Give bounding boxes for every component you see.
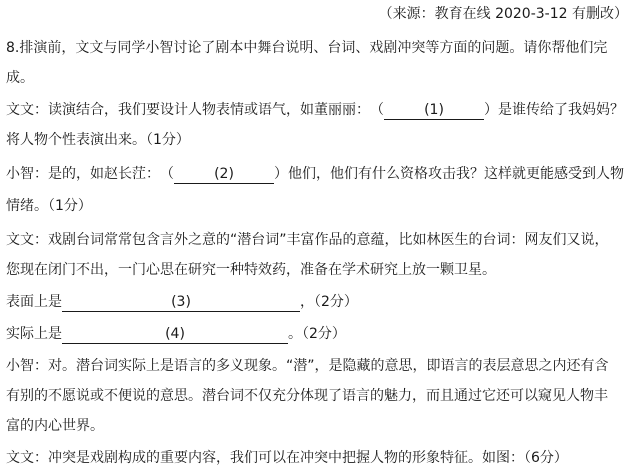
- surface-meaning-line: [6, 292, 358, 312]
- actual-meaning-label: 实际上是: [6, 326, 62, 342]
- question-line-2: 成。: [6, 70, 34, 86]
- paragraph-4-line-2: 有别的不愿说或不便说的意思。潜台词不仅充分体现了语言的魅力，而且通过它还可以窥见人物丰: [6, 388, 608, 404]
- paragraph-3-line-1: 文文：戏剧台词常常包含言外之意的“潜台词”丰富作品的意蕴，比如林医生的台词：网友们又说，: [6, 232, 609, 248]
- blank-2-close-paren: ）: [274, 166, 288, 182]
- paragraph-4-line-1: 小智：对。潜台词实际上是语言的多义现象。“潜”，是隐藏的意思，即语言的表层意思之内还有含: [6, 358, 609, 374]
- question-line-1: 8.排演前，文文与同学小智讨论了剧本中舞台说明、台词、戏剧冲突等方面的问题。请你帮他们完: [6, 40, 608, 56]
- paragraph-1-prefix: 文文：读演结合，我们要设计人物表情或语气，如董丽丽：: [6, 102, 370, 118]
- answer-blank-4[interactable]: (4): [62, 325, 288, 344]
- answer-blank-3[interactable]: (3): [62, 293, 300, 312]
- blank-1-open-paren: （: [370, 102, 384, 118]
- paragraph-2-line-2: 情绪。（1分）: [6, 198, 92, 214]
- surface-meaning-suffix: ，（2分）: [300, 294, 358, 310]
- blank-1-close-paren: ）: [484, 102, 498, 118]
- actual-meaning-suffix: 。（2分）: [288, 326, 346, 342]
- paragraph-4-line-3: 富的内心世界。: [6, 418, 104, 434]
- paragraph-1-suffix: 是谁传给了我妈妈？: [498, 102, 624, 118]
- answer-blank-2[interactable]: (2): [174, 165, 274, 184]
- blank-2-open-paren: （: [160, 166, 174, 182]
- surface-meaning-label: 表面上是: [6, 294, 62, 310]
- paragraph-2-suffix: 他们，他们有什么资格攻击我？这样就更能感受到人物: [288, 166, 624, 182]
- actual-meaning-line: [6, 324, 346, 344]
- paragraph-1-line-1: [6, 100, 624, 120]
- paragraph-3-line-2: 您现在闭门不出，一门心思在研究一种特效药，准备在学术研究上放一颗卫星。: [6, 262, 496, 278]
- paragraph-2-line-1: [6, 164, 624, 184]
- paragraph-1-line-2: 将人物个性表演出来。（1分）: [6, 132, 190, 148]
- source-note: （来源：教育在线 2020-3-12 有删改）: [378, 6, 628, 22]
- paragraph-2-prefix: 小智：是的，如赵长茳：: [6, 166, 160, 182]
- answer-blank-1[interactable]: (1): [384, 101, 484, 120]
- paragraph-5-line-1: 文文：冲突是戏剧构成的重要内容，我们可以在冲突中把握人物的形象特征。如图：（6分）: [6, 450, 568, 466]
